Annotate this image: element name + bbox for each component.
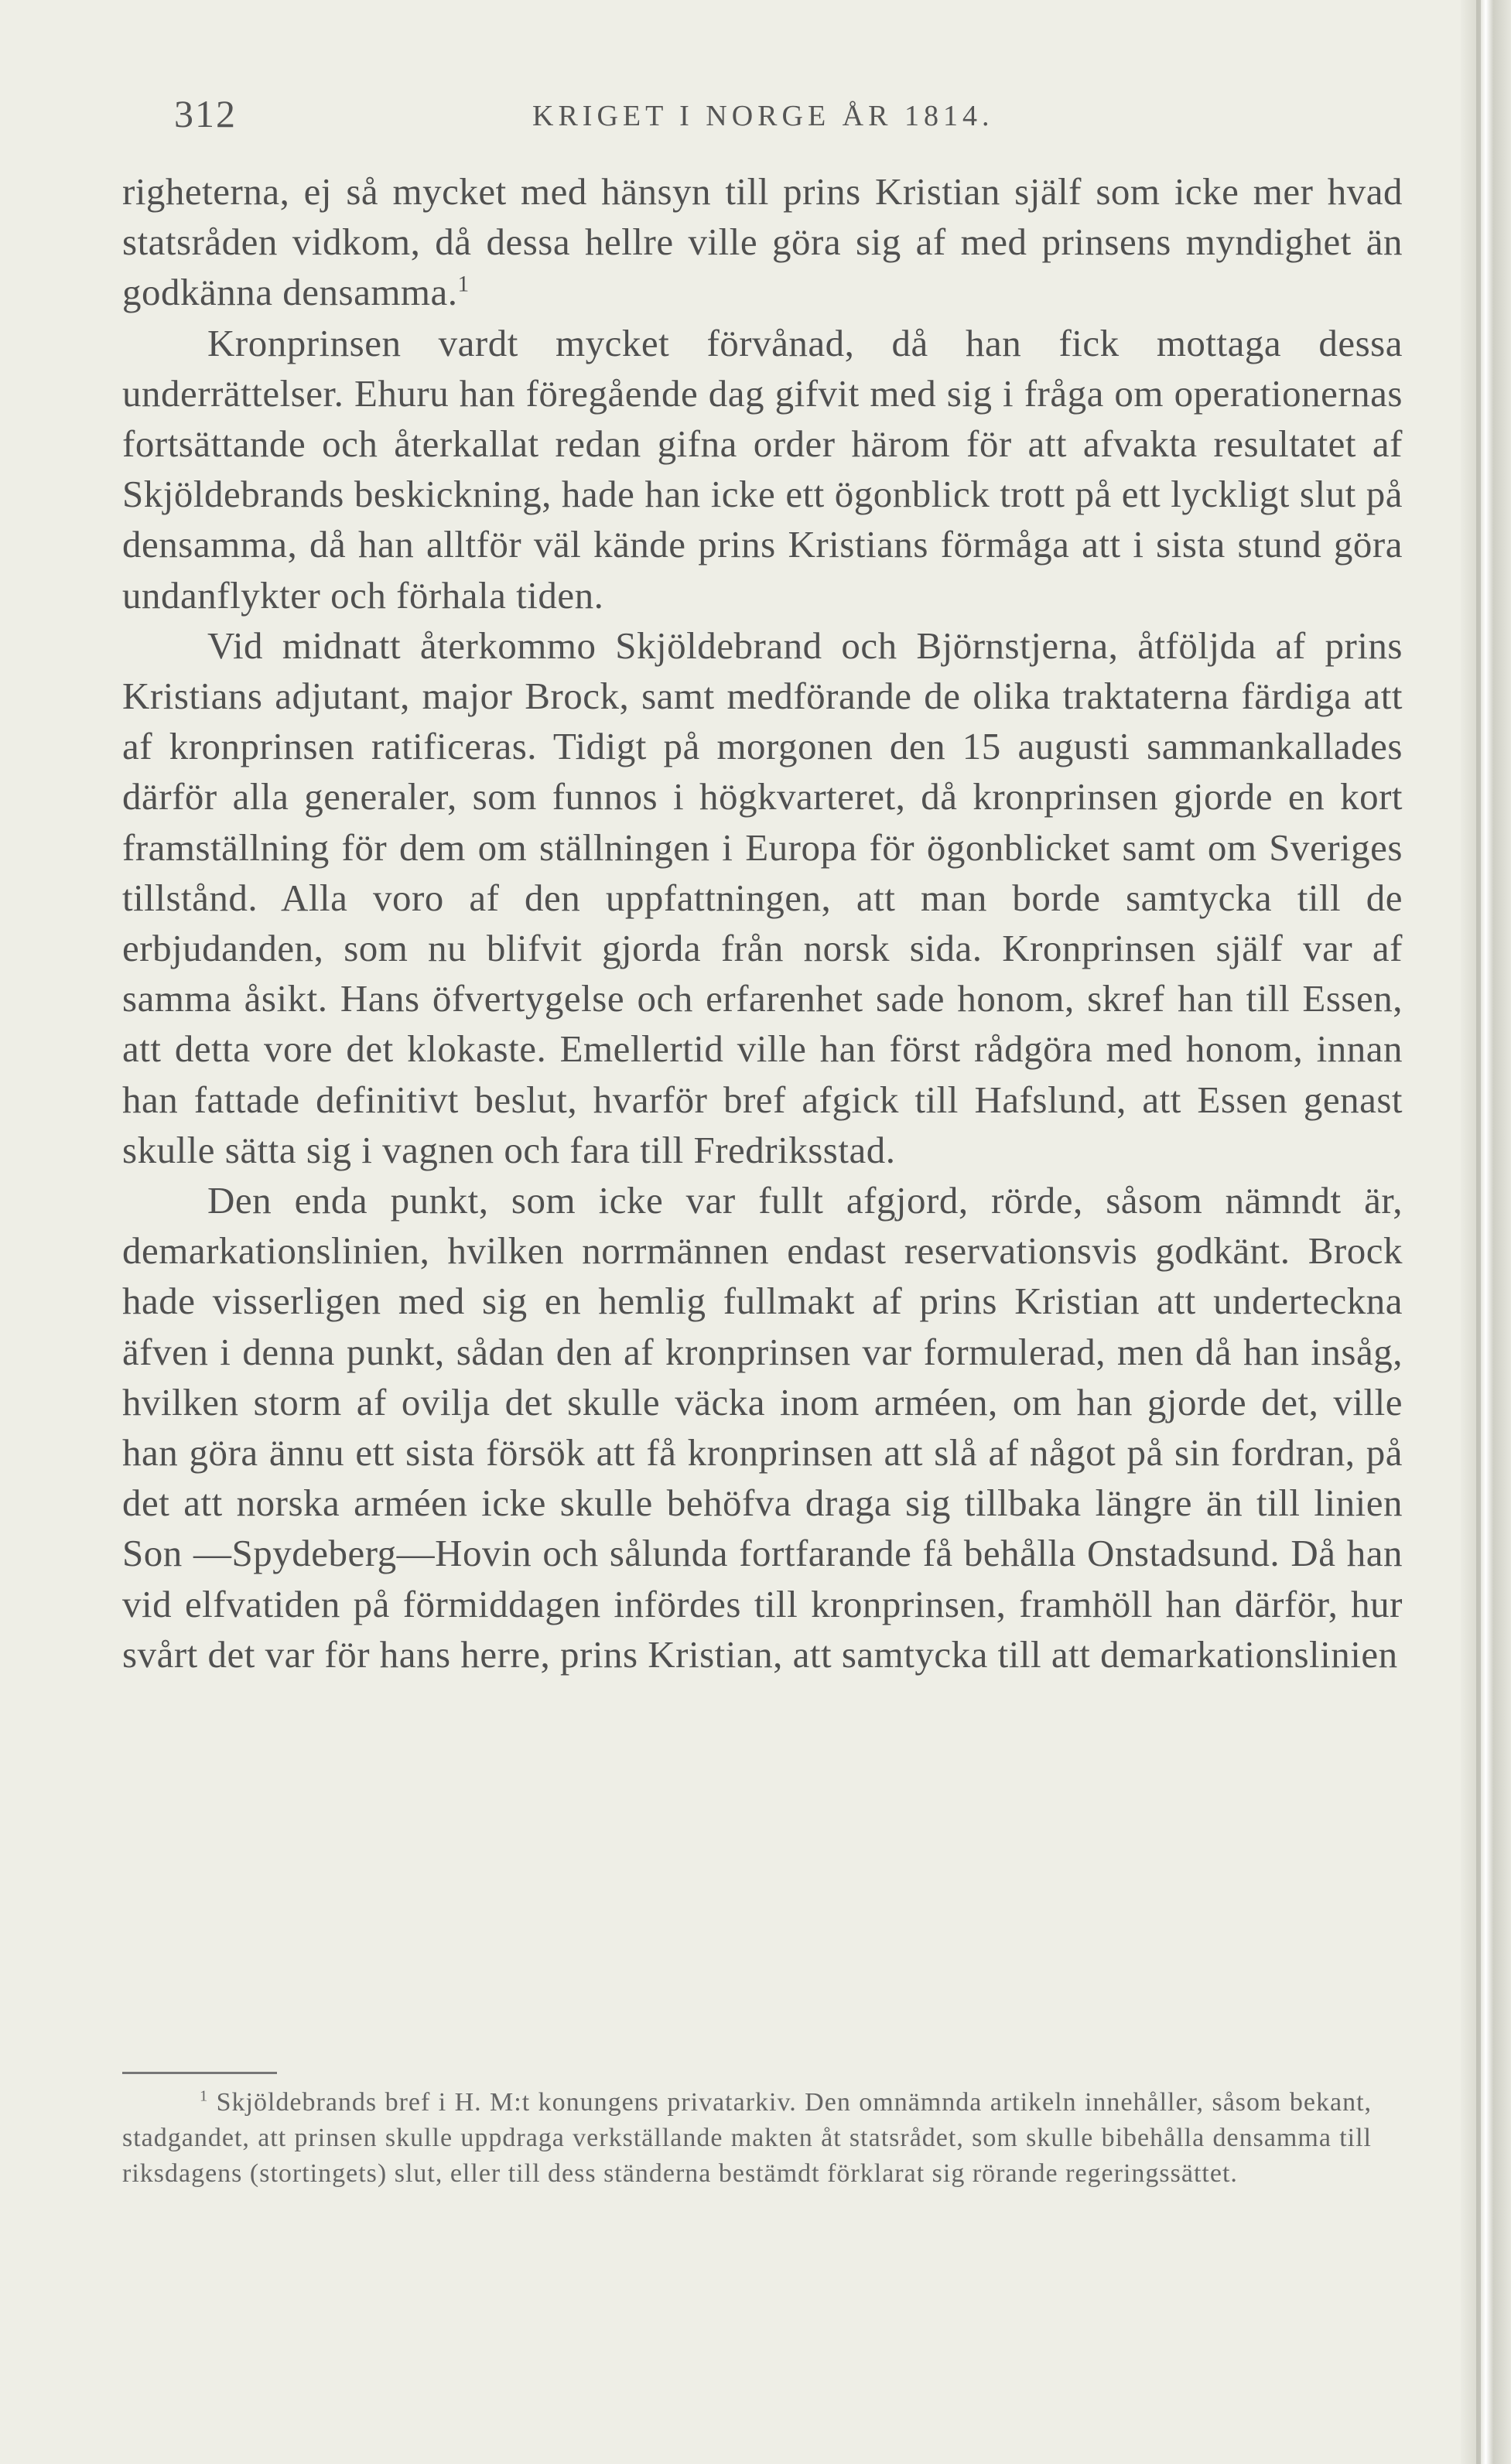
running-head: KRIGET I NORGE ÅR 1814. bbox=[532, 100, 994, 132]
footnote bbox=[122, 2085, 1372, 2192]
spine-shadow-line bbox=[1476, 0, 1481, 2464]
footnote-reference[interactable]: 1 bbox=[457, 272, 470, 298]
page-number: 312 bbox=[174, 92, 237, 135]
paragraph: Vid midnatt återkommo Skjöldebrand och Björnstjerna, åtföljda af prins Kristians adjutant, major Brock, samt medförande de olika traktaterna färdiga att af kronprinsen ratificeras. Tidigt på morgonen den 15 augusti sammankallades därför alla generaler, som funnos i högkvarteret, då kronprinsen gjorde en kort framställning för dem om ställningen i Europa för ögonblicket samt om Sveriges tillstånd. Alla voro af den uppfattningen, att man borde samtycka till de erbjudanden, som nu blifvit gjorda från norsk sida. Kronprinsen själf var af samma åsikt. Hans öfvertygelse och erfarenhet sade honom, skref han till Essen, att detta vore det klokaste. Emellertid ville han först rådgöra med honom, innan han fattade definitivt beslut, hvarför bref afgick till Hafslund, att Essen genast skulle sätta sig i vagnen och fara till Fredriksstad. bbox=[122, 624, 1403, 1171]
paragraph bbox=[122, 166, 1403, 318]
paragraph: Den enda punkt, som icke var fullt afgjord, rörde, såsom nämndt är, demarkationslinien, hvilken norrmännen endast reservationsvis godkänt. Brock hade visserligen med sig en hemlig fullmakt af prins Kristian att underteckna äfven i denna punkt, sådan den af kronprinsen var formulerad, men då han insåg, hvilken storm af ovilja det skulle väcka inom arméen, om han gjorde det, ville han göra ännu ett sista försök att få kronprinsen att slå af något på sin fordran, på det att norska arméen icke skulle behöfva draga sig tillbaka längre än till linien Son —Spydeberg—Hovin och sålunda fortfarande få behålla Onstadsund. Då han vid elfvatiden på förmiddagen infördes till kronprinsen, framhöll han därför, hur svårt det var för hans herre, prins Kristian, att samtycka till att demarkationslinien bbox=[122, 1179, 1403, 1676]
footnote-marker: 1 bbox=[200, 2087, 209, 2105]
paragraph-text: righeterna, ej så mycket med hänsyn till prins Kristian själf som icke mer hvad statsråden vidkom, då dessa hellre ville göra sig af med prinsens myndighet än godkänna densamma. bbox=[122, 170, 1403, 314]
footnotes bbox=[122, 2085, 1372, 2192]
footnote-text: Skjöldebrands bref i H. M:t konungens privatarkiv. Den omnämnda artikeln innehåller, såsom bekant, stadgandet, att prinsen skulle uppdraga verkställande makten åt statsrådet, som skulle bibehålla densamma till riksdagens (stortingets) slut, eller till dess ständerna bestämdt förklarat sig rörande regeringssättet. bbox=[122, 2088, 1373, 2188]
book-spine bbox=[1461, 0, 1511, 2464]
footnote-divider bbox=[122, 2072, 277, 2074]
paragraph: Kronprinsen vardt mycket förvånad, då han fick mottaga dessa underrättelser. Ehuru han föregående dag gifvit med sig i fråga om operationernas fortsättande och återkallat redan gifna order härom för att afvakta resultatet af Skjöldebrands beskickning, hade han icke ett ögonblick trott på ett lyckligt slut på densamma, då han alltför väl kände prins Kristians förmåga att i sista stund göra undanflykter och förhala tiden. bbox=[122, 321, 1403, 617]
body-text bbox=[122, 166, 1403, 1680]
page-header bbox=[174, 91, 1412, 138]
